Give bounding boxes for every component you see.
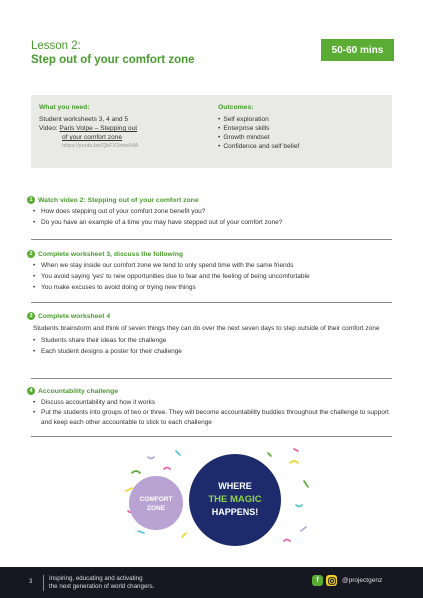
what-you-need-column <box>39 104 209 151</box>
bullet-item: • How does stepping out of your comfort zone benefit you? <box>33 206 397 217</box>
social-links <box>312 575 382 586</box>
bullet-item: • Do you have an example of a time you may have stepped out of your comfort zone? <box>33 217 397 228</box>
bullet-text: You avoid saying 'yes' to new opportunities due to fear and the feeling of being uncomfortable <box>41 273 310 280</box>
section-title: Complete worksheet 3, discuss the following <box>38 250 184 258</box>
bullet-text: When we stay inside our comfort zone we tend to only spend time with the same friends <box>41 262 294 269</box>
video-link[interactable]: Paris Volpe – Stepping out <box>59 125 138 132</box>
comfort-zone-text-1: COMFORT <box>139 496 173 503</box>
bullet-item: • You make excuses to avoid doing or trying new things <box>33 282 397 293</box>
bullet-text: Discuss accountability and how it works <box>41 399 156 406</box>
section-number-badge: 1 <box>27 196 35 204</box>
bullet-item: • When we stay inside our comfort zone we tend to only spend time with the same friends <box>33 260 397 271</box>
section-number-badge: 3 <box>27 312 35 320</box>
section-divider <box>31 378 392 379</box>
page-footer <box>0 567 423 598</box>
lesson-header <box>31 40 195 67</box>
magic-text-3: HAPPENS! <box>211 507 259 517</box>
bullet-item: • You avoid saying 'yes' to new opportunities due to fear and the feeling of being uncomfortable <box>33 271 397 282</box>
bullet-item: • Discuss accountability and how it works <box>33 397 397 408</box>
section-divider <box>31 436 392 437</box>
social-handle[interactable]: @projectgenz <box>342 577 383 584</box>
section-body <box>27 324 397 357</box>
section-divider <box>31 239 392 240</box>
bullet-text: You make excuses to avoid doing or trying new things <box>41 284 196 291</box>
video-prefix: Video: <box>39 125 60 132</box>
section-number-badge: 4 <box>27 387 35 395</box>
comfort-zone-illustration <box>118 445 318 555</box>
comfort-zone-text-2: ZONE <box>146 505 166 512</box>
tagline-line-1: Inspiring, educating and activating <box>49 575 143 582</box>
bullet-item: • Students share their ideas for the challenge <box>33 335 397 346</box>
bullet-item: • Put the students into groups of two or three. They will become accountability buddies throughout the challenge to support and keep each other accountable to stick to each challenge <box>33 408 397 427</box>
bullet-text: Do you have an example of a time you may have stepped out of your comfort zone? <box>41 219 283 226</box>
section-3 <box>27 310 397 357</box>
section-divider <box>31 302 392 303</box>
facebook-icon[interactable]: f <box>312 575 323 586</box>
video-line <box>39 124 209 133</box>
footer-tagline <box>43 575 154 591</box>
section-heading <box>27 194 397 206</box>
requirements-box <box>31 95 392 168</box>
section-4 <box>27 385 397 427</box>
worksheets-line: Student worksheets 3, 4 and 5 <box>39 116 129 123</box>
tagline-line-2: the next generation of world changers. <box>49 583 155 590</box>
magic-text-2: THE MAGIC <box>208 494 262 505</box>
outcome-item: • Growth mindset <box>218 133 388 142</box>
section-title: Watch video 2: Stepping out of your comfort zone <box>38 196 199 204</box>
outcome-item: • Self exploration <box>218 115 388 124</box>
page-number: 3 <box>29 579 33 585</box>
section-body <box>27 260 397 293</box>
instagram-icon[interactable] <box>326 575 337 586</box>
outcome-item: • Enterprise skills <box>218 124 388 133</box>
video-url[interactable]: https://youtu.be/QbFX3mw64A <box>62 143 139 149</box>
lesson-title: Lesson 2: <box>31 40 81 52</box>
video-line-2 <box>39 133 209 142</box>
outcomes-heading: Outcomes: <box>218 104 254 111</box>
what-you-need-heading: What you need: <box>39 104 90 111</box>
section-2 <box>27 248 397 293</box>
section-heading <box>27 385 397 397</box>
magic-text-1: WHERE <box>218 481 252 491</box>
section-number-badge: 2 <box>27 250 35 258</box>
comfort-zone-circle <box>129 476 183 530</box>
outcome-item: • Confidence and self belief <box>218 142 388 151</box>
bullet-item: • Each student designs a poster for their challenge <box>33 346 397 357</box>
section-title: Complete worksheet 4 <box>38 312 111 320</box>
section-paragraph: Students brainstorm and think of seven things they can do over the next seven days to step outside of their comfort zone <box>33 325 380 332</box>
bullet-text: Each student designs a poster for their challenge <box>41 347 182 355</box>
section-1 <box>27 194 397 228</box>
bullet-text: How does stepping out of your comfort zone benefit you? <box>41 208 206 215</box>
lesson-subtitle: Step out of your comfort zone <box>31 54 195 66</box>
section-heading <box>27 248 397 260</box>
section-body <box>27 206 397 228</box>
section-body <box>27 397 397 427</box>
outcomes-column <box>218 104 388 151</box>
duration-badge: 50-60 mins <box>321 39 394 61</box>
section-title: Accountability challenge <box>38 387 119 395</box>
bullet-text: Put the students into groups of two or three. They will become accountability buddies throughout the challenge to support and keep each other accountable to stick to each challenge <box>41 409 389 426</box>
section-heading <box>27 310 397 322</box>
video-link-2[interactable]: of your comfort zone <box>62 134 123 141</box>
bullet-text: Students share their ideas for the challenge <box>41 336 167 344</box>
